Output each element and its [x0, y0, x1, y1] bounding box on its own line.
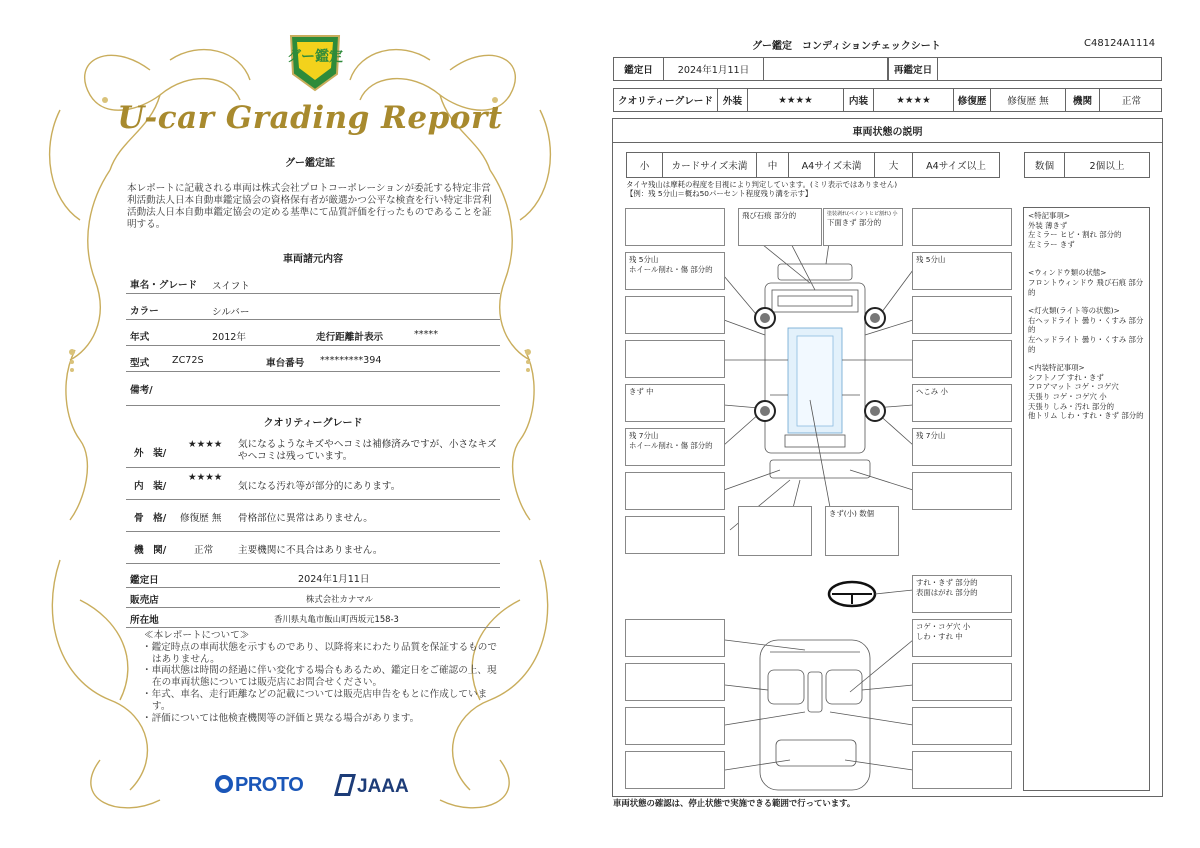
- quality-exterior-text: 気になるようなキズやヘコミは補修済みですが、小さなキズやヘコミは残っています。: [238, 439, 497, 462]
- size-count-legend: [1024, 152, 1150, 178]
- proto-logo-text: PROTO: [235, 774, 304, 796]
- certificate-statement: 本レポートに記載される車両は株式会社プロトコーポレーションが委託する特定非営利活動法人日本自動車鑑定協会の資格保有者が厳選かつ公平な検査を行い特定非営利活動法人日本自動車鑑定協会の定める基準にて品質評価を行ったものであることを証明する。: [127, 183, 492, 230]
- sheet-footnote: 車両状態の確認は、停止状態で実施できる範囲で行っています。: [613, 798, 856, 808]
- interior-header: <内装特記事項>: [1028, 363, 1085, 373]
- size-medium-label: 中: [757, 153, 789, 177]
- spec-chassis-value: *********394: [320, 355, 382, 366]
- special-item: 左ミラー きず: [1028, 239, 1075, 249]
- spec-chassis-label: 車台番号: [266, 358, 305, 369]
- grade-exterior-stars: ★★★★: [748, 89, 844, 111]
- quality-interior-label: 内 装/: [134, 481, 167, 492]
- comment-paint-note: 塗装剥れ(ペイントヒビ割れ) 小: [827, 211, 898, 217]
- lights-header: <灯火類(ライト等の状態)>: [1028, 306, 1120, 316]
- comment-box-rear-right: [912, 472, 1012, 510]
- quality-engine-value: 正常: [194, 545, 214, 556]
- size-small-desc: カードサイズ未満: [663, 153, 757, 177]
- comment-box-interior-left-rear: [625, 707, 725, 745]
- spec-mileage-label: 走行距離計表示: [316, 332, 384, 343]
- grade-interior-stars: ★★★★: [874, 89, 954, 111]
- info-date-label: 鑑定日: [130, 575, 159, 586]
- spec-row-model: [126, 348, 500, 372]
- report-script-title: U-car Grading Report: [117, 100, 503, 136]
- comment-box-seat: コゲ・コゲ穴 小 しわ・すれ 中: [912, 619, 1012, 657]
- comment-box-steering: すれ・きず 部分的 表面はがれ 部分的: [912, 575, 1012, 613]
- date-value: 2024年1月11日: [664, 58, 764, 80]
- spec-name-value: スイフト: [212, 281, 250, 292]
- sheet-title: グー鑑定 コンディションチェックシート: [752, 41, 941, 52]
- tire-note-example: 【例：残 5分山＝概ね50パーセント程度残り溝を示す】: [626, 189, 813, 198]
- spec-remarks-label: 備考/: [130, 385, 153, 396]
- quality-row-exterior: [126, 432, 500, 468]
- comment-box-left-fender: [625, 296, 725, 334]
- comment-box-right-door-front: [912, 340, 1012, 378]
- comment-box-rear-bumper-left: [625, 516, 725, 554]
- spec-row-name: [126, 270, 500, 294]
- quality-interior-stars: ★★★★: [188, 472, 223, 483]
- info-date-value: 2024年1月11日: [298, 574, 370, 585]
- spec-year-value: 2012年: [212, 332, 247, 343]
- info-row-dealer: [126, 588, 500, 608]
- spacer: [1028, 249, 1145, 268]
- spec-row-remarks: [126, 374, 500, 406]
- jaaa-logo: [337, 774, 409, 798]
- interior-item: 他トリム しわ・すれ・きず 部分的: [1028, 411, 1144, 421]
- spacer: [1028, 297, 1145, 306]
- grade-interior-label: 内装: [844, 89, 874, 111]
- comment-box-rear-left-tire: 残 7分山 ホイール削れ・傷 部分的: [625, 428, 725, 466]
- size-medium-desc: A4サイズ未満: [789, 153, 875, 177]
- comment-box-front-left-tire: 残 5分山 ホイール削れ・傷 部分的: [625, 252, 725, 290]
- comment-box-rear-center: [738, 506, 812, 556]
- comment-box-rear-left: [625, 472, 725, 510]
- quality-engine-label: 機 関/: [134, 545, 167, 556]
- info-dealer-label: 販売店: [130, 595, 159, 606]
- comment-box-right-door-rear: へこみ 小: [912, 384, 1012, 422]
- spec-name-label: 車名・グレード: [130, 280, 198, 291]
- window-item: フロントウィンドウ 飛び石痕 部分的: [1028, 277, 1144, 297]
- note-item: ・年式、車名、走行距離などの記載については販売店申告をもとに作成しています。: [142, 688, 488, 712]
- goo-kantei-badge-icon: [285, 30, 345, 94]
- comment-box-interior-left-seat: [625, 663, 725, 701]
- quality-row-engine: [126, 532, 500, 564]
- comment-box-front-right: [912, 208, 1012, 246]
- note-item: ・車両状態は時間の経過に伴い変化する場合もあるため、鑑定日をご確認の上、現在の車両状態については販売店にお問合せください。: [142, 665, 497, 689]
- condition-title: 車両状態の説明: [612, 118, 1163, 143]
- quality-frame-text: 骨格部位に異常はありません。: [238, 513, 373, 524]
- grade-repair-value: 修復歴 無: [991, 89, 1066, 111]
- quality-interior-text: 気になる汚れ等が部分的にあります。: [238, 481, 401, 492]
- lights-item: 左ヘッドライト 曇り・くすみ 部分的: [1028, 334, 1144, 354]
- spec-color-value: シルバー: [212, 307, 250, 318]
- size-count-label: 数個: [1025, 153, 1065, 177]
- grade-repair-label: 修復歴: [954, 89, 991, 111]
- spec-year-label: 年式: [130, 332, 150, 343]
- special-header: <特記事項>: [1028, 211, 1070, 220]
- quality-row-interior: [126, 468, 500, 500]
- note-item: ・評価については他検査機関等の評価と異なる場合があります。: [142, 712, 420, 724]
- comment-box-rear-right-tire: 残 7分山: [912, 428, 1012, 466]
- size-count-desc: 2個以上: [1089, 161, 1125, 172]
- spec-model-value: ZC72S: [172, 355, 204, 366]
- reeval-value: [938, 58, 1163, 80]
- info-address-label: 所在地: [130, 615, 159, 626]
- comment-box-left-door-rear: きず 中: [625, 384, 725, 422]
- grade-label: クオリティーグレード: [614, 89, 718, 111]
- note-item: ・鑑定時点の車両状態を示すものであり、以降将来にわたり品質を保証するものではありません。: [142, 641, 497, 665]
- certificate-title: グー鑑定証: [285, 158, 335, 169]
- notes-title: ≪本レポートについて≫: [144, 630, 250, 641]
- comment-box-windshield: [738, 208, 822, 246]
- specs-section-title: 車両諸元内容: [283, 254, 343, 265]
- quality-frame-value: 修復歴 無: [180, 513, 222, 524]
- spec-mileage-value: *****: [414, 329, 438, 340]
- comment-box-interior-front-left: [625, 619, 725, 657]
- comment-box-rear-bumper: きず(小) 数個: [825, 506, 899, 556]
- interior-item: 天張り しみ・汚れ 部分的: [1028, 401, 1114, 411]
- comment-box-right-fender: [912, 296, 1012, 334]
- size-small-label: 小: [627, 153, 663, 177]
- lights-item: 右ヘッドライト 曇り・くすみ 部分的: [1028, 315, 1144, 335]
- size-large-label: 大: [875, 153, 913, 177]
- special-notes-panel: [1023, 207, 1150, 791]
- comment-box-interior-rear-right: [912, 751, 1012, 789]
- proto-logo: [215, 774, 303, 797]
- grade-exterior-label: 外装: [718, 89, 748, 111]
- quality-engine-text: 主要機関に不具合はありません。: [238, 545, 383, 556]
- info-dealer-value: 株式会社カナマル: [306, 594, 373, 604]
- quality-exterior-stars: ★★★★: [188, 439, 223, 450]
- quality-exterior-label: 外 装/: [134, 448, 167, 459]
- grade-row: [613, 88, 1162, 112]
- comment-chip-text: 飛び石痕 部分的: [742, 211, 797, 220]
- badge-label: グー鑑定: [287, 48, 343, 64]
- sheet-code: C48124A1114: [1084, 38, 1156, 49]
- comment-box-front-left: [625, 208, 725, 246]
- interior-item: シフトノブ すれ・きず: [1028, 372, 1104, 382]
- date-row: [613, 57, 1162, 81]
- special-item: 外装 薄きず: [1028, 220, 1068, 230]
- comment-box-interior-right-rear: [912, 707, 1012, 745]
- proto-mark-icon: [215, 775, 233, 793]
- comment-box-interior-rear-left: [625, 751, 725, 789]
- comment-box-left-door-front: [625, 340, 725, 378]
- grade-engine-label: 機関: [1066, 89, 1100, 111]
- info-row-date: [126, 566, 500, 588]
- reeval-label: 再鑑定日: [888, 58, 938, 80]
- interior-item: 天張り コゲ・コゲ穴 小: [1028, 391, 1107, 401]
- brand-logos: [215, 770, 415, 800]
- quality-frame-label: 骨 格/: [134, 513, 167, 524]
- jaaa-logo-text: JAAA: [357, 776, 409, 797]
- size-legend: [626, 152, 1000, 178]
- spec-color-label: カラー: [130, 306, 159, 317]
- info-address-value: 香川県丸亀市飯山町西坂元158-3: [274, 614, 399, 624]
- window-header: <ウィンドウ類の状態>: [1028, 268, 1107, 278]
- special-item: 左ミラー ヒビ・割れ 部分的: [1028, 230, 1122, 240]
- comment-box-interior-right-seat: [912, 663, 1012, 701]
- tire-note: [626, 180, 897, 198]
- interior-item: フロアマット コゲ・コゲ穴: [1028, 382, 1119, 392]
- info-row-address: [126, 608, 500, 628]
- tire-note-line: タイヤ残山は摩耗の程度を目視により判定しています。(ミリ表示ではありません): [626, 180, 898, 189]
- date-label: 鑑定日: [614, 58, 664, 80]
- size-large-desc: A4サイズ以上: [926, 161, 986, 172]
- report-notes: [140, 630, 498, 724]
- comment-underside-text: 下面きず 部分的: [827, 218, 882, 227]
- quality-row-frame: [126, 500, 500, 532]
- quality-section-title: クオリティーグレード: [263, 418, 363, 429]
- spec-row-color: [126, 296, 500, 320]
- comment-box-roof: [823, 208, 903, 246]
- comment-box-front-right-tire: 残 5分山: [912, 252, 1012, 290]
- jaaa-mark-icon: [334, 774, 356, 796]
- grade-engine-value: 正常: [1121, 96, 1142, 107]
- date-blank: [764, 58, 888, 80]
- spec-model-label: 型式: [130, 358, 150, 369]
- spacer: [1028, 354, 1145, 363]
- spec-row-year: [126, 322, 500, 346]
